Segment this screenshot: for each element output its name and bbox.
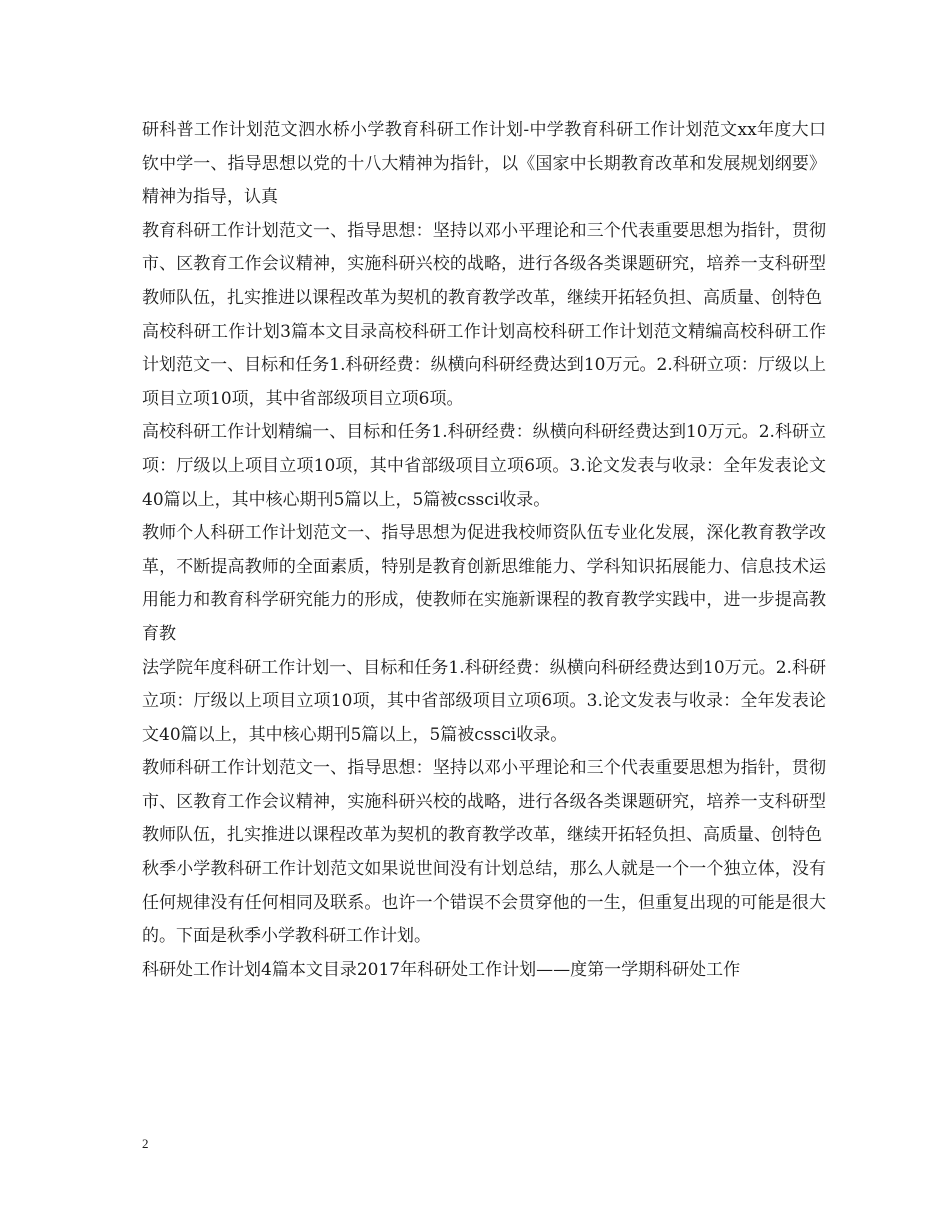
paragraph-5: 教师个人科研工作计划范文一、指导思想为促进我校师资队伍专业化发展，深化教育教学改革，不断提高教师的全面素质，特别是教育创新思维能力、学科知识拓展能力、信息技术运用能力和教育科学研究能力的形成，使教师在实施新课程的教育教学实践中，进一步提高教育教 [142,523,826,644]
page-number: 2 [142,1136,149,1151]
paragraph-9: 科研处工作计划4篇本文目录2017年科研处工作计划——度第一学期科研处工作 [142,959,741,980]
paragraph-3: 高校科研工作计划3篇本文目录高校科研工作计划高校科研工作计划范文精编高校科研工作计划范文一、目标和任务1.科研经费：纵横向科研经费达到10万元。2.科研立项：厅级以上项目立项10项，其中省部级项目立项6项。 [142,321,826,409]
paragraph-2: 教育科研工作计划范文一、指导思想：坚持以邓小平理论和三个代表重要思想为指针，贯彻市、区教育工作会议精神，实施科研兴校的战略，进行各级各类课题研究，培养一支科研型教师队伍，扎实推进以课程改革为契机的教育教学改革，继续开拓轻负担、高质量、创特色 [142,220,826,308]
paragraph-8: 秋季小学教科研工作计划范文如果说世间没有计划总结，那么人就是一个一个独立体，没有任何规律没有任何相同及联系。也许一个错误不会贯穿他的一生，但重复出现的可能是很大的。下面是秋季小学教科研工作计划。 [142,859,826,947]
paragraph-7: 教师科研工作计划范文一、指导思想：坚持以邓小平理论和三个代表重要思想为指针，贯彻市、区教育工作会议精神，实施科研兴校的战略，进行各级各类课题研究，培养一支科研型教师队伍，扎实推进以课程改革为契机的教育教学改革，继续开拓轻负担、高质量、创特色 [142,758,826,846]
paragraph-6: 法学院年度科研工作计划一、目标和任务1.科研经费：纵横向科研经费达到10万元。2.科研立项：厅级以上项目立项10项，其中省部级项目立项6项。3.论文发表与收录：全年发表论文40篇以上，其中核心期刊5篇以上，5篇被cssci收录。 [142,657,826,745]
paragraph-1: 研科普工作计划范文泗水桥小学教育科研工作计划-中学教育科研工作计划范文xx年度大口钦中学一、指导思想以党的十八大精神为指针，以《国家中长期教育改革和发展规划纲要》精神为指导，认真 [142,120,826,208]
document-body [142,114,826,987]
paragraph-4: 高校科研工作计划精编一、目标和任务1.科研经费：纵横向科研经费达到10万元。2.科研立项：厅级以上项目立项10项，其中省部级项目立项6项。3.论文发表与收录：全年发表论文40篇以上，其中核心期刊5篇以上，5篇被cssci收录。 [142,422,826,510]
